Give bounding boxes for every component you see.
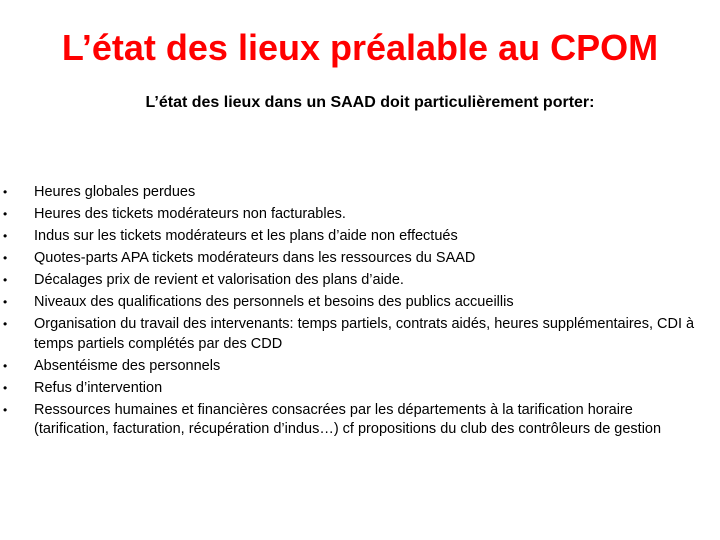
list-item (0, 249, 720, 269)
slide-title: L’état des lieux préalable au CPOM (61, 27, 659, 68)
list-item-text: Refus d’intervention (34, 379, 163, 396)
list-item-text: Niveaux des qualifications des personnels et besoins des publics accueillis (34, 294, 514, 310)
list-item-text: Heures globales perdues (34, 184, 196, 200)
bullet-icon: • (3, 251, 8, 265)
list-item (0, 401, 720, 440)
list-item (0, 357, 720, 377)
bullet-icon: • (3, 229, 8, 243)
list-item-text: Absentéisme des personnels (34, 357, 221, 374)
list-item-text: Organisation du travail des intervenants: temps partiels, contrats aidés, heures supplémentaires, CDI à temps partiels complétés par des CDD (34, 316, 695, 352)
list-item-text: Indus sur les tickets modérateurs et les plans d’aide non effectués (34, 228, 458, 244)
list-item-text: Décalages prix de revient et valorisation des plans d’aide. (34, 272, 404, 288)
bullet-icon: • (3, 358, 8, 373)
list-item (0, 227, 720, 247)
bullet-icon: • (3, 380, 8, 395)
bullet-list (0, 183, 720, 442)
list-item (0, 315, 720, 354)
bullet-icon: • (3, 273, 8, 287)
list-item (0, 271, 720, 291)
bullet-icon: • (3, 295, 8, 309)
list-item-text: Ressources humaines et financières consacrées par les départements à la tarification horaire (tarification, facturation, récupération d’indus…) cf propositions du club des contrôleurs de gestion (34, 401, 662, 437)
list-item (0, 183, 720, 203)
bullet-icon: • (3, 317, 8, 331)
bullet-icon: • (3, 185, 8, 199)
bullet-icon: • (3, 207, 8, 221)
list-item (0, 293, 720, 313)
list-item-text: Heures des tickets modérateurs non facturables. (34, 206, 346, 222)
bullet-icon: • (3, 402, 8, 417)
slide-subtitle: L’état des lieux dans un SAAD doit particulièrement porter: (145, 94, 595, 111)
list-item (0, 205, 720, 225)
list-item (0, 379, 720, 399)
list-item-text: Quotes-parts APA tickets modérateurs dans les ressources du SAAD (34, 250, 476, 266)
